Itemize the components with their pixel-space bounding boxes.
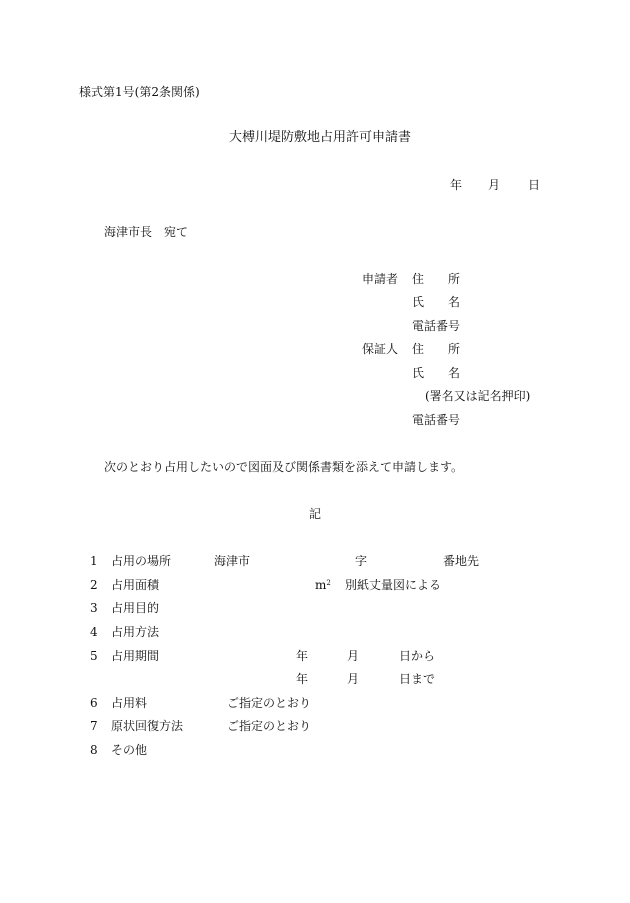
period-to-year: 年 [296, 672, 309, 686]
guarantor-phone-label: 電話番号 [412, 413, 461, 427]
period-from-year: 年 [296, 649, 309, 663]
guarantor-address-label: 住 所 [412, 342, 461, 356]
restoration-value: ご指定のとおり [227, 719, 312, 733]
applicant-label: 申請者 [362, 272, 399, 286]
item-number: 6 [90, 696, 98, 710]
period-from-month: 月 [347, 649, 360, 663]
item-number: 1 [90, 554, 98, 568]
item-label-fee: 占用料 [111, 696, 148, 710]
location-aza: 字 [355, 554, 368, 568]
date-day: 日 [528, 178, 541, 192]
fee-value: ご指定のとおり [227, 696, 312, 710]
document-title: 大榑川堤防敷地占用許可申請書 [229, 130, 412, 145]
item-number: 8 [90, 743, 98, 757]
location-banchi: 番地先 [443, 554, 480, 568]
item-number: 3 [90, 601, 98, 615]
item-label-period: 占用期間 [111, 649, 160, 663]
applicant-phone-label: 電話番号 [412, 319, 461, 333]
date-month: 月 [488, 178, 501, 192]
area-unit [315, 578, 331, 592]
item-label-other: その他 [111, 743, 148, 757]
applicant-name-label: 氏 名 [412, 295, 461, 309]
location-city: 海津市 [214, 554, 251, 568]
guarantor-label: 保証人 [362, 342, 399, 356]
item-number: 2 [90, 578, 98, 592]
item-label-location: 占用の場所 [111, 554, 172, 568]
seal-note: (署名又は記名押印) [425, 389, 531, 403]
guarantor-name-label: 氏 名 [412, 366, 461, 380]
area-unit-base: m [315, 578, 327, 592]
period-from-day: 日から [399, 649, 436, 663]
item-number: 7 [90, 719, 98, 733]
applicant-address-label: 住 所 [412, 272, 461, 286]
item-label-restoration: 原状回復方法 [111, 719, 184, 733]
item-number: 4 [90, 625, 98, 639]
ki-heading: 記 [309, 507, 322, 521]
item-label-method: 占用方法 [111, 625, 160, 639]
date-year: 年 [450, 178, 463, 192]
item-number: 5 [90, 649, 98, 663]
area-note: 別紙丈量図による [345, 578, 442, 592]
form-number: 様式第1号(第2条関係) [79, 85, 200, 99]
item-label-purpose: 占用目的 [111, 601, 160, 615]
item-label-area: 占用面積 [111, 578, 160, 592]
addressee: 海津市長 宛て [104, 225, 189, 239]
intro-text: 次のとおり占用したいので図面及び関係書類を添えて申請します。 [104, 460, 464, 474]
period-to-month: 月 [347, 672, 360, 686]
area-unit-exponent: 2 [326, 579, 331, 587]
period-to-day: 日まで [399, 672, 436, 686]
